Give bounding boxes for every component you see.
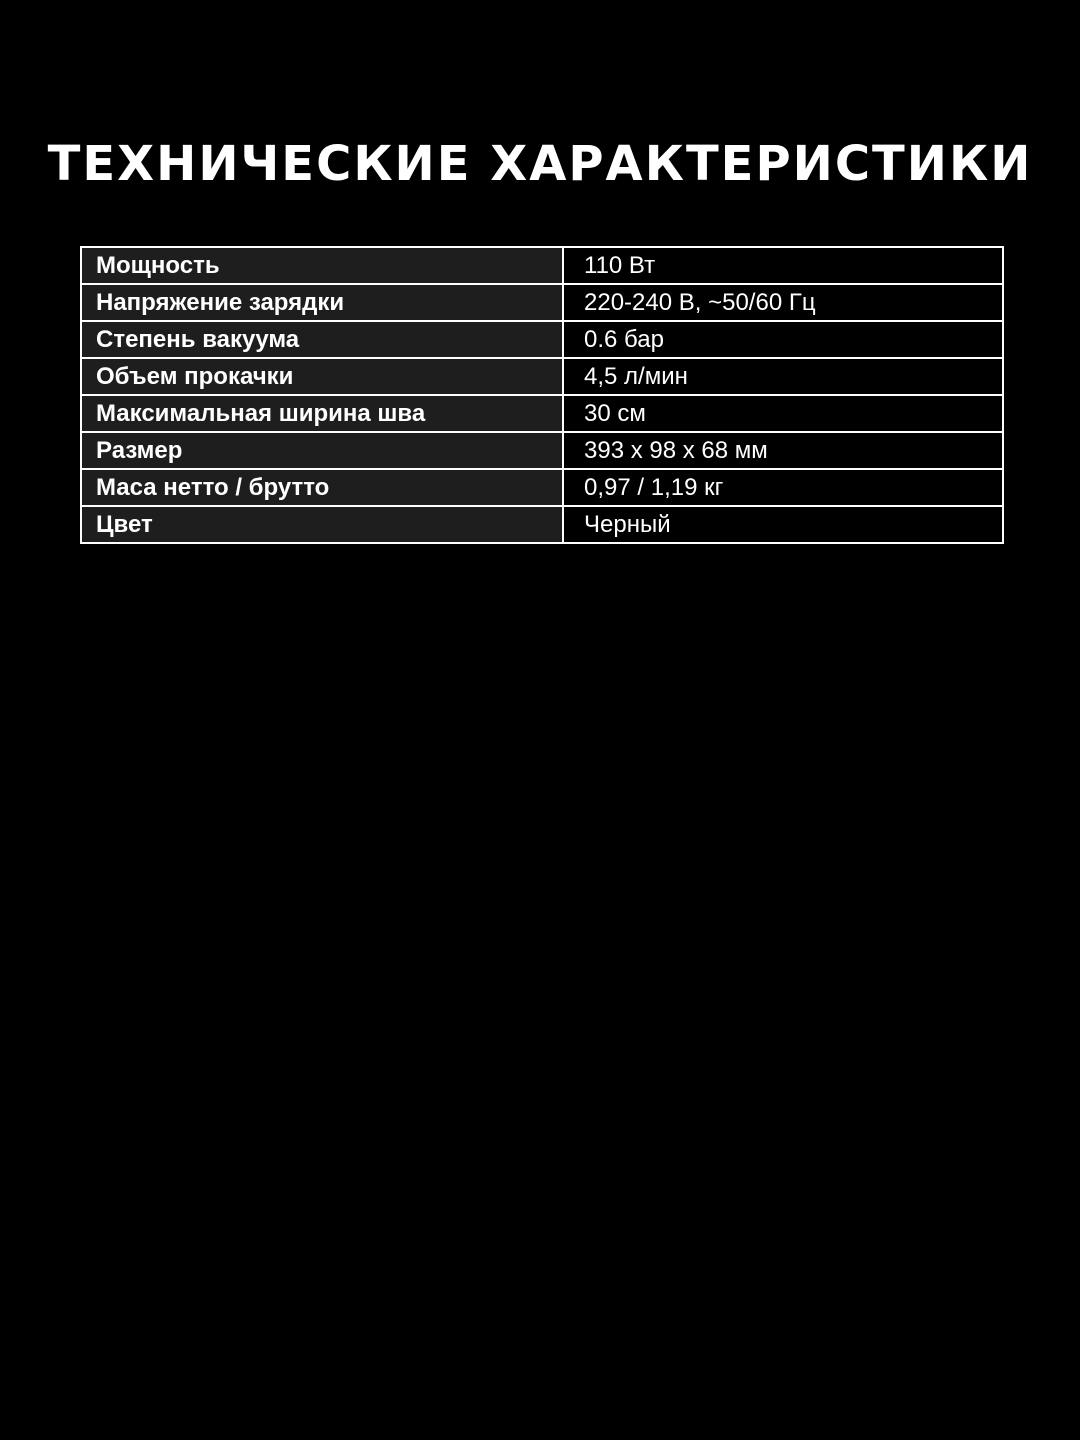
spec-label: Максимальная ширина шва [81,395,563,432]
table-row [81,321,1003,358]
table-row [81,432,1003,469]
spec-value: 220-240 В, ~50/60 Гц [563,284,1003,321]
spec-value: 110 Вт [563,247,1003,284]
spec-value: 0.6 бар [563,321,1003,358]
spec-label: Напряжение зарядки [81,284,563,321]
spec-label: Маса нетто / брутто [81,469,563,506]
table-row [81,247,1003,284]
spec-label: Объем прокачки [81,358,563,395]
table-row [81,469,1003,506]
spec-value: 4,5 л/мин [563,358,1003,395]
table-row [81,506,1003,543]
spec-value: 0,97 / 1,19 кг [563,469,1003,506]
spec-value: Черный [563,506,1003,543]
spec-label: Размер [81,432,563,469]
spec-value: 30 см [563,395,1003,432]
spec-label: Степень вакуума [81,321,563,358]
table-row [81,395,1003,432]
table-row [81,358,1003,395]
spec-label: Цвет [81,506,563,543]
spec-table [80,246,1004,544]
spec-label: Мощность [81,247,563,284]
spec-value: 393 x 98 x 68 мм [563,432,1003,469]
page-title: ТЕХНИЧЕСКИЕ ХАРАКТЕРИСТИКИ [47,136,1033,192]
table-row [81,284,1003,321]
